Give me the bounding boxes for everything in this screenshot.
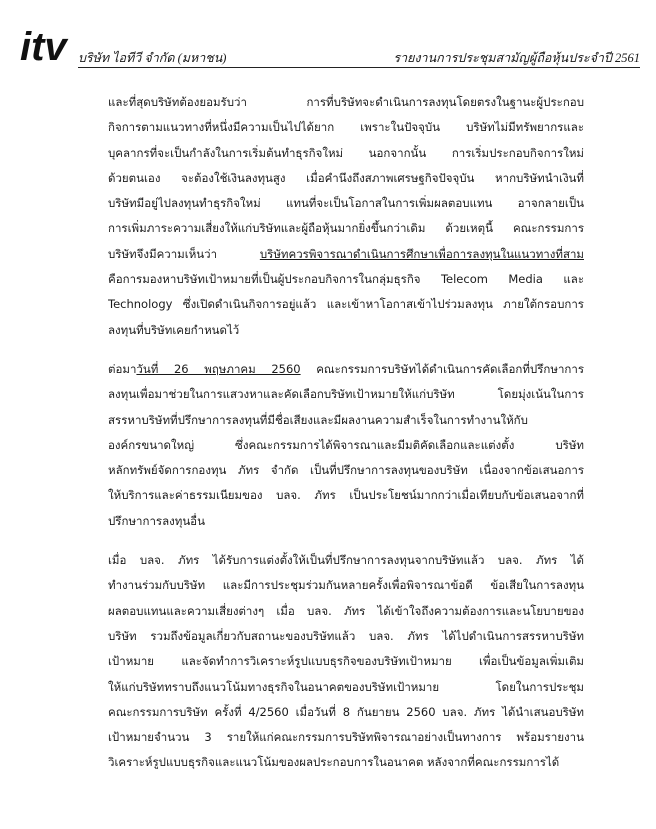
company-name: บริษัท ไอทีวี จำกัด (มหาชน) — [78, 51, 227, 65]
report-title: รายงานการประชุมสามัญผู้ถือหุ้นประจำปี 2561 — [393, 51, 640, 65]
text-segment: บริษัทมีอยู่ไปลงทุนทำธุรกิจใหม่ แทนที่จะเป็นโอกาสในการเพิ่มผลตอบแทน อาจกลายเป็น — [108, 196, 584, 211]
paragraph — [108, 90, 584, 343]
text-segment: วิเคราะห์รูปแบบธุรกิจและแนวโน้มของผลประกอบการในอนาคต หลังจากที่คณะกรรมการได้ — [108, 755, 560, 770]
text-line — [108, 649, 584, 674]
text-line — [108, 675, 584, 700]
text-line — [108, 573, 584, 598]
text-line — [108, 141, 584, 166]
text-segment: เป้าหมาย และจัดทำการวิเคราะห์รูปแบบธุรกิจของบริษัทเป้าหมาย เพื่อเป็นข้อมูลเพิ่มเติม — [108, 654, 584, 669]
text-segment: หลักทรัพย์จัดการกองทุน ภัทร จำกัด เป็นที่ปรึกษาการลงทุนของบริษัท เนื่องจากข้อเสนอการ — [108, 463, 584, 478]
document-body — [108, 90, 584, 790]
itv-logo-text: itv — [20, 25, 67, 66]
text-line — [108, 599, 584, 624]
text-segment: Technology ซึ่งเปิดดำเนินกิจการอยู่แล้ว และเข้าหาโอกาสเข้าไปร่วมลงทุน ภายใต้กรอบการ — [108, 297, 584, 312]
text-line — [108, 548, 584, 573]
text-line — [108, 700, 584, 725]
text-line — [108, 357, 584, 382]
text-segment: ด้วยตนเอง จะต้องใช้เงินลงทุนสูง เมื่อคำนึงถึงสภาพเศรษฐกิจปัจจุบัน หากบริษัทนำเงินที่ — [108, 170, 584, 185]
text-line — [108, 267, 584, 292]
text-line — [108, 509, 584, 534]
text-line — [108, 216, 584, 241]
text-line — [108, 725, 584, 750]
text-line — [108, 242, 584, 267]
text-line — [108, 90, 584, 115]
page-header — [20, 20, 640, 70]
itv-logo — [20, 22, 80, 66]
text-segment: เป้าหมายจำนวน 3 รายให้แก่คณะกรรมการบริษัทพิจารณาอย่างเป็นทางการ พร้อมรายงาน — [108, 730, 584, 745]
text-segment: คณะกรรมการบริษัทได้ดำเนินการคัดเลือกที่ปรึกษาการ — [300, 361, 584, 376]
text-line — [108, 382, 584, 407]
text-segment: ลงทุนเพื่อมาช่วยในการแสวงหาและคัดเลือกบริษัทเป้าหมายให้แก่บริษัท โดยมุ่งเน้นในการ — [108, 387, 584, 402]
text-line — [108, 458, 584, 483]
text-segment: ให้แก่บริษัททราบถึงแนวโน้มทางธุรกิจในอนาคตของบริษัทเป้าหมาย โดยในการประชุม — [108, 679, 584, 694]
text-line — [108, 750, 584, 775]
text-segment: เมื่อ บลจ. ภัทร ได้รับการแต่งตั้งให้เป็นที่ปรึกษาการลงทุนจากบริษัทแล้ว บลจ. ภัทร ได้ — [108, 553, 584, 568]
text-segment: บุคลากรที่จะเป็นกำลังในการเริ่มต้นทำธุรกิจใหม่ นอกจากนั้น การเริ่มประกอบกิจการใหม่ — [108, 145, 584, 160]
text-segment: ปรึกษาการลงทุนอื่น — [108, 513, 205, 528]
text-segment: กิจการตามแนวทางที่หนึ่งมีความเป็นไปได้ยาก เพราะในปัจจุบัน บริษัทไม่มีทรัพยากรและ — [108, 120, 584, 135]
text-segment: ทำงานร่วมกับบริษัท และมีการประชุมร่วมกันหลายครั้งเพื่อพิจารณาข้อดี ข้อเสียในการลงทุน — [108, 578, 584, 593]
text-line — [108, 115, 584, 140]
header-divider — [78, 67, 640, 68]
paragraph — [108, 357, 584, 534]
text-segment: ผลตอบแทนและความเสี่ยงต่างๆ เมื่อ บลจ. ภัทร ได้เข้าใจถึงความต้องการและนโยบายของ — [108, 603, 584, 618]
text-segment: และที่สุดบริษัทต้องยอมรับว่า การที่บริษัทจะดำเนินการลงทุนโดยตรงในฐานะผู้ประกอบ — [108, 95, 584, 109]
text-segment: องค์กรขนาดใหญ่ ซึ่งคณะกรรมการได้พิจารณาและมีมติคัดเลือกและแต่งตั้ง บริษัท — [108, 437, 584, 452]
text-line — [108, 433, 584, 458]
text-segment: ลงทุนที่บริษัทเคยกำหนดไว้ — [108, 322, 240, 337]
paragraph — [108, 548, 584, 776]
text-line — [108, 624, 584, 649]
text-segment: คณะกรรมการบริษัท ครั้งที่ 4/2560 เมื่อวันที่ 8 กันยายน 2560 บลจ. ภัทร ได้นำเสนอบริษัท — [108, 704, 584, 719]
underlined-text: บริษัทควรพิจารณาดำเนินการศึกษาเพื่อการลงทุนในแนวทางที่สาม — [259, 246, 584, 261]
text-line — [108, 318, 584, 343]
text-segment: การเพิ่มภาระความเสี่ยงให้แก่บริษัทและผู้ถือหุ้นมากยิ่งขึ้นกว่าเดิม ด้วยเหตุนี้ คณะกรรมการ — [108, 221, 584, 236]
text-segment: บริษัท รวมถึงข้อมูลเกี่ยวกับสถานะของบริษัทแล้ว บลจ. ภัทร ได้ไปดำเนินการสรรหาบริษัท — [108, 628, 584, 643]
text-segment: สรรหาบริษัทที่ปรึกษาการลงทุนที่มีชื่อเสียงและมีผลงานความสำเร็จในการทำงานให้กับ — [108, 412, 528, 427]
text-line — [108, 483, 584, 508]
text-segment: ให้บริการและค่าธรรมเนียมของ บลจ. ภัทร เป็นประโยชน์มากกว่าเมื่อเทียบกับข้อเสนอจากที่ — [108, 488, 584, 503]
text-line — [108, 408, 584, 433]
text-line — [108, 292, 584, 317]
text-segment: บริษัทจึงมีความเห็นว่า — [108, 246, 260, 261]
text-segment: ต่อมา — [108, 361, 137, 376]
text-line — [108, 191, 584, 216]
text-line — [108, 166, 584, 191]
underlined-text: วันที่ 26 พฤษภาคม 2560 — [136, 361, 301, 376]
text-segment: คือการมองหาบริษัทเป้าหมายที่เป็นผู้ประกอบกิจการในกลุ่มธุรกิจ Telecom Media และ — [108, 272, 584, 287]
